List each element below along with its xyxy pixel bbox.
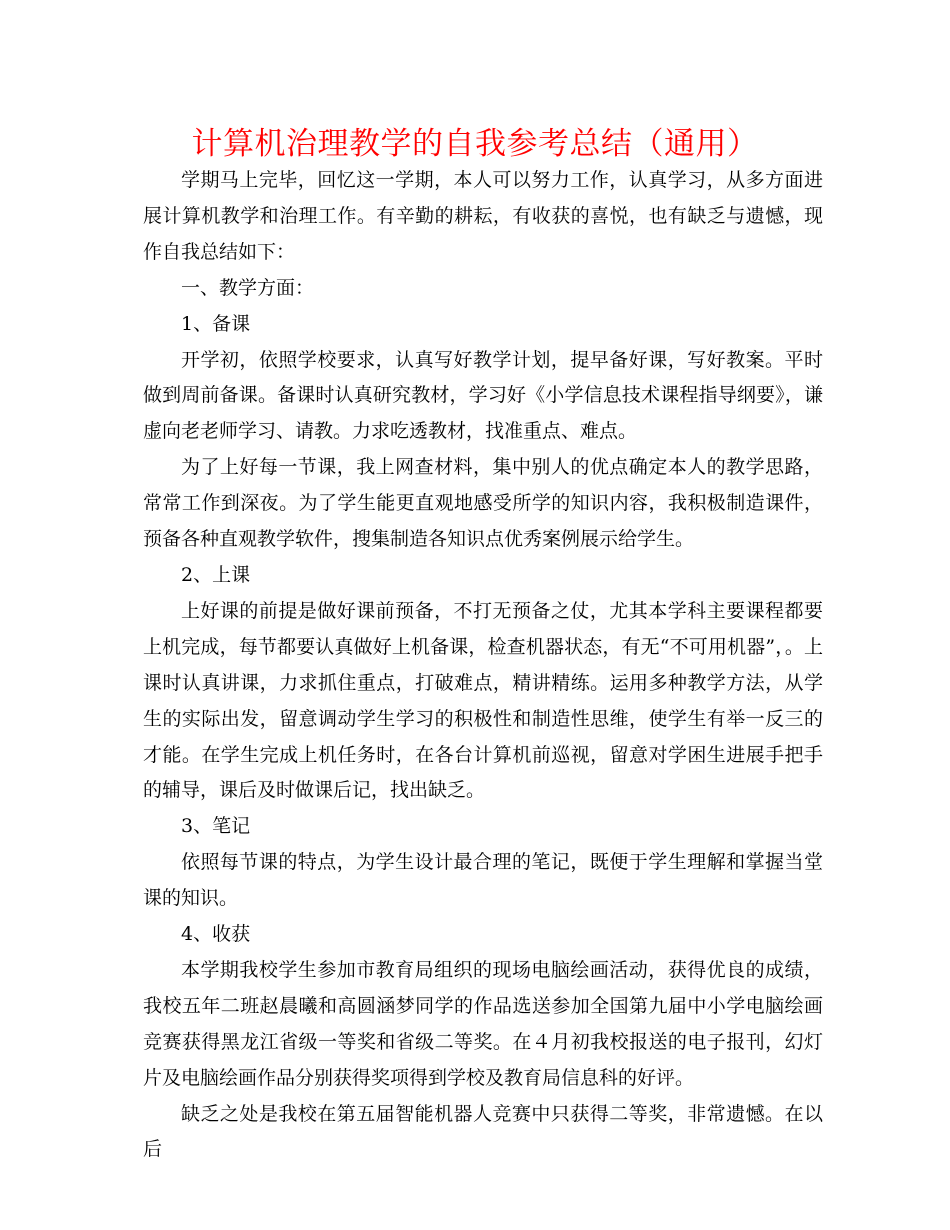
subheading-notes: 3、笔记 (181, 815, 251, 838)
paragraph-shortcomings: 缺乏之处是我校在第五届智能机器人竞赛中只获得二等奖，非常遗憾。在以后 (143, 1102, 823, 1161)
paragraph-lesson-prep-2: 为了上好每一节课，我上网查材料，集中别人的优点确定本人的教学思路，常常工作到深夜。为了学生能更直观地感受所学的知识内容，我积极制造课件，预备各种直观教学软件，搜集制造各知识点优秀案例展示给学生。 (143, 456, 823, 551)
paragraph-intro: 学期马上完毕，回忆这一学期，本人可以努力工作，认真学习，从多方面进展计算机教学和治理工作。有辛勤的耕耘，有收获的喜悦，也有缺乏与遗憾，现作自我总结如下： (143, 169, 823, 263)
document-title: 计算机治理教学的自我参考总结（通用） (191, 126, 759, 162)
subheading-class: 2、上课 (181, 563, 251, 586)
paragraph-class: 上好课的前提是做好课前预备，不打无预备之仗，尤其本学科主要课程都要上机完成，每节都要认真做好上机备课，检查机器状态，有无“不可用机器”，。上课时认真讲课，力求抓住重点，打破难点，精讲精练。运用多种教学方法，从学生的实际出发，留意调动学生学习的积极性和制造性思维，使学生有举一反三的才能。在学生完成上机任务时，在各台计算机前巡视，留意对学困生进展手把手的辅导，课后及时做课后记，找出缺乏。 (143, 599, 823, 802)
paragraph-notes: 依照每节课的特点，为学生设计最合理的笔记，既便于学生理解和掌握当堂课的知识。 (143, 851, 823, 910)
paragraph-achievements: 本学期我校学生参加市教育局组织的现场电脑绘画活动，获得优良的成绩，我校五年二班赵晨曦和高圆涵梦同学的作品选送参加全国第九届中小学电脑绘画竞赛获得黑龙江省级一等奖和省级二等奖。在４月初我校报送的电子报刊，幻灯片及电脑绘画作品分别获得奖项得到学校及教育局信息科的好评。 (143, 958, 823, 1089)
subheading-lesson-prep: 1、备课 (181, 312, 251, 335)
paragraph-lesson-prep: 开学初，依照学校要求，认真写好教学计划，提早备好课，写好教案。平时做到周前备课。备课时认真研究教材，学习好《小学信息技术课程指导纲要》，谦虚向老老师学习、请教。力求吃透教材，找准重点、难点。 (143, 348, 823, 443)
subheading-achievements: 4、收获 (181, 923, 251, 946)
document-body (143, 163, 823, 1168)
section-heading-teaching: 一、教学方面： (181, 276, 315, 299)
